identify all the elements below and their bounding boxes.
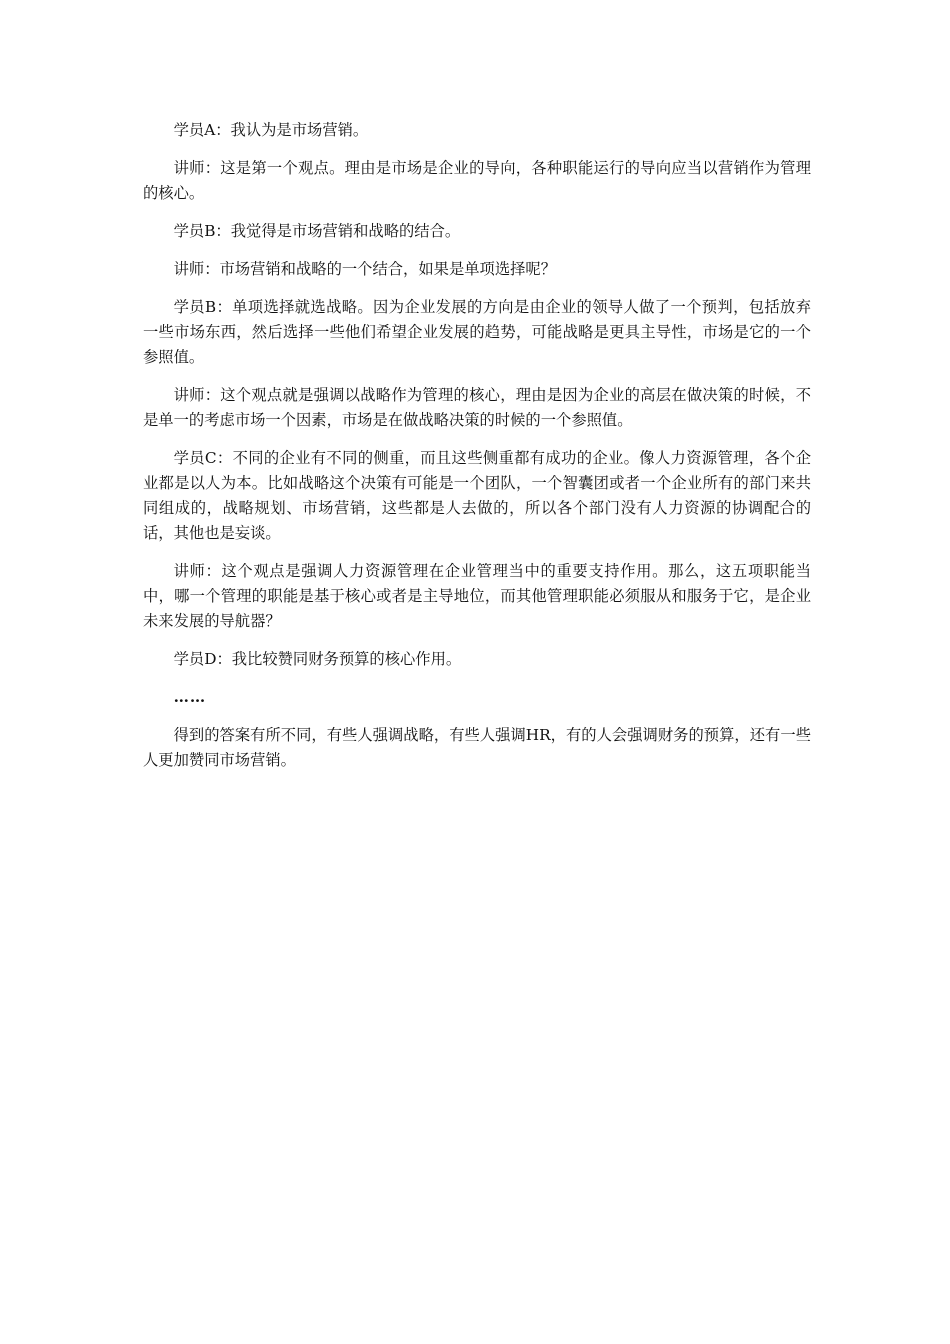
paragraph-student-a: 学员A：我认为是市场营销。 bbox=[173, 121, 369, 139]
paragraph-student-b-1: 学员B：我觉得是市场营销和战略的结合。 bbox=[173, 222, 461, 240]
paragraph-lecturer-1: 讲师：这是第一个观点。理由是市场是企业的导向，各种职能运行的导向应当以营销作为管理的核心。 bbox=[143, 159, 811, 202]
ellipsis-line: …… bbox=[173, 688, 207, 706]
paragraph-student-c: 学员C：不同的企业有不同的侧重，而且这些侧重都有成功的企业。像人力资源管理，各个企业都是以人为本。比如战略这个决策有可能是一个团队，一个智囊团或者一个企业所有的部门来共同组成的，战略规划、市场营销，这些都是人去做的，所以各个部门没有人力资源的协调配合的话，其他也是妄谈。 bbox=[143, 449, 811, 542]
paragraph-lecturer-4: 讲师：这个观点是强调人力资源管理在企业管理当中的重要支持作用。那么，这五项职能当中，哪一个管理的职能是基于核心或者是主导地位，而其他管理职能必须服从和服务于它，是企业未来发展的导航器？ bbox=[143, 562, 811, 630]
paragraph-lecturer-3: 讲师：这个观点就是强调以战略作为管理的核心，理由是因为企业的高层在做决策的时候，不是单一的考虑市场一个因素，市场是在做战略决策的时候的一个参照值。 bbox=[143, 386, 811, 429]
paragraph-student-d: 学员D：我比较赞同财务预算的核心作用。 bbox=[173, 650, 462, 668]
document-body bbox=[143, 118, 811, 786]
paragraph-closing: 得到的答案有所不同，有些人强调战略，有些人强调HR，有的人会强调财务的预算，还有一些人更加赞同市场营销。 bbox=[143, 726, 811, 769]
paragraph-student-b-2: 学员B：单项选择就选战略。因为企业发展的方向是由企业的领导人做了一个预判，包括放弃一些市场东西，然后选择一些他们希望企业发展的趋势，可能战略是更具主导性，市场是它的一个参照值。 bbox=[143, 298, 811, 366]
paragraph-lecturer-2: 讲师：市场营销和战略的一个结合，如果是单项选择呢？ bbox=[173, 260, 557, 278]
